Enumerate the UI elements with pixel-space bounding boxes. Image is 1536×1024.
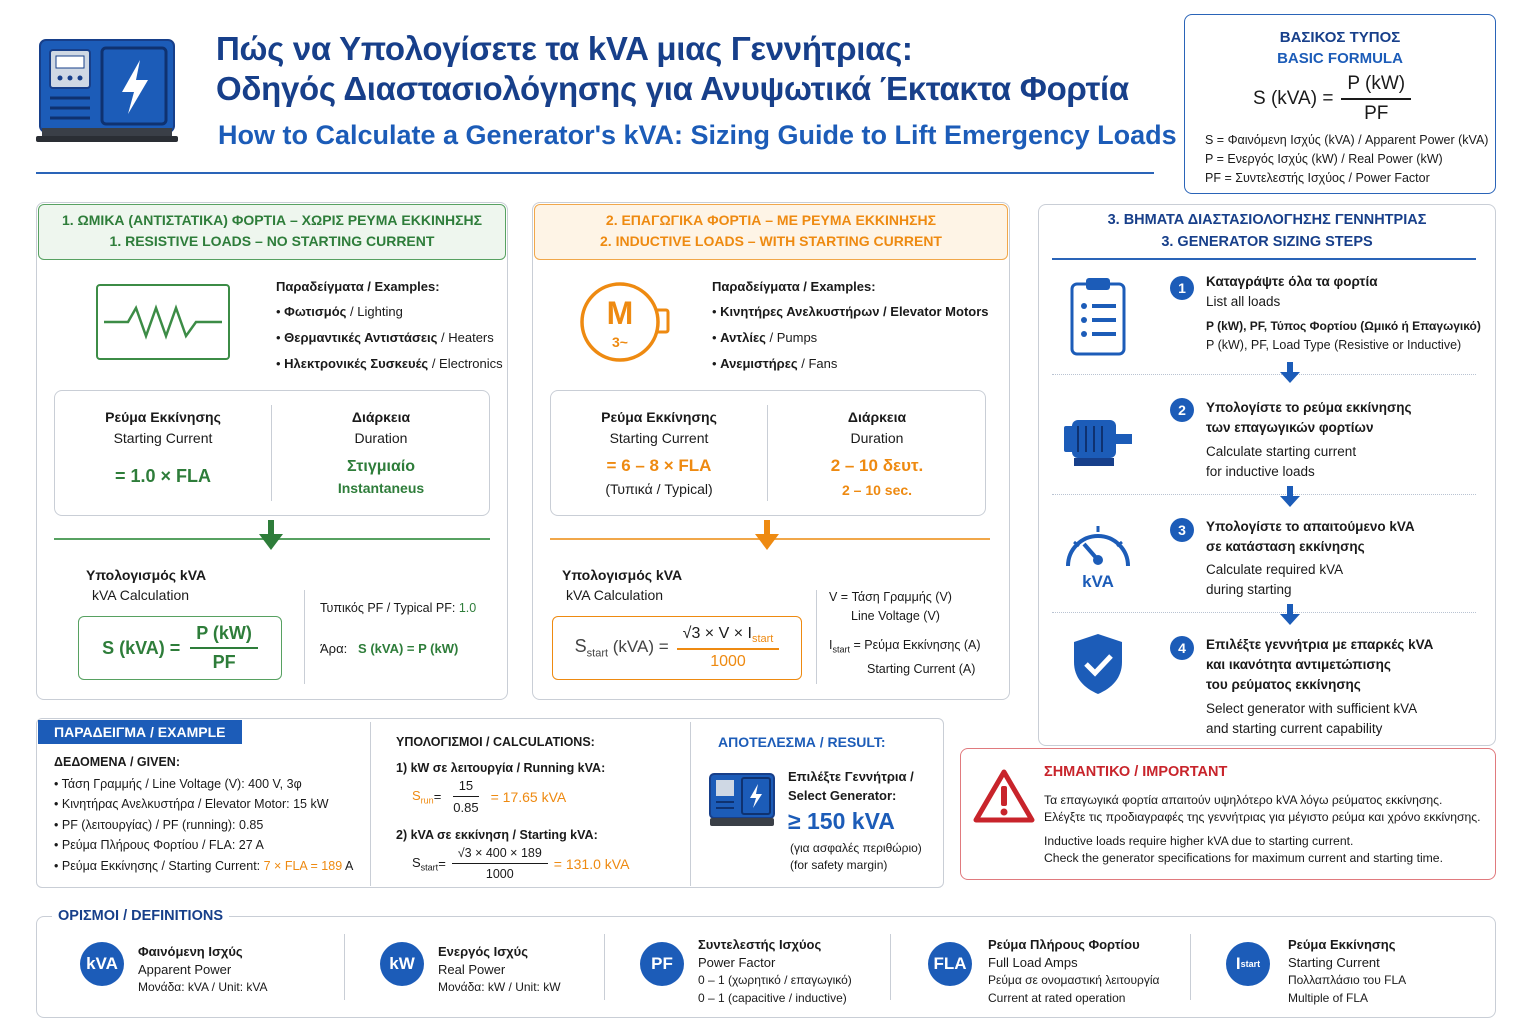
step-title: σε κατάσταση εκκίνησης bbox=[1206, 539, 1365, 554]
pf-definition-icon: PF bbox=[640, 942, 684, 986]
step-number: 3 bbox=[1170, 518, 1194, 542]
formula-title-el: ΒΑΣΙΚΟΣ ΤΥΠΟΣ bbox=[1279, 29, 1401, 46]
section2-formula-box: $S_{start}$ (kVA) = $\frac{√3 \times V \times I_{start}}{1000}$ bbox=[552, 616, 802, 680]
step-text: Calculate starting current bbox=[1206, 444, 1357, 459]
step-title: Επιλέξτε γεννήτρια με επαρκές kVA bbox=[1206, 637, 1434, 652]
section1-calc-el: Υπολογισμός kVA bbox=[86, 567, 207, 583]
formula-def-pf: PF = Συντελεστής Ισχύος / Power Factor bbox=[1205, 171, 1430, 185]
divider bbox=[816, 590, 817, 684]
given-list bbox=[54, 774, 353, 876]
divider bbox=[344, 934, 345, 1000]
calc2-formula: $S_{start}$ = $\frac{√3 \times 400 \times 189}{1000}$ = 131.0 kVA bbox=[412, 846, 630, 881]
section1-duration-value-el: Στιγμιαίο bbox=[346, 458, 416, 475]
definitions-title: ΟΡΙΣΜΟΙ / DEFINITIONS bbox=[52, 908, 229, 924]
important-title: ΣΗΜΑΝΤΙΚΟ / IMPORTANT bbox=[1044, 764, 1228, 780]
calc-label: ΥΠΟΛΟΓΙΣΜΟΙ / CALCULATIONS: bbox=[396, 735, 595, 749]
list-item: • Αντλίες / Pumps bbox=[712, 325, 989, 351]
section3-title-en: 3. GENERATOR SIZING STEPS bbox=[1161, 234, 1373, 250]
divider bbox=[1052, 494, 1476, 495]
step-title: και ικανότητα αντιμετώπισης bbox=[1206, 657, 1391, 672]
important-line: Ελέγξτε τις προδιαγραφές της γεννήτριας για μέγιστο ρεύμα και χρόνο εκκίνησης. bbox=[1044, 810, 1481, 824]
section2-title-el: 2. ΕΠΑΓΩΓΙΚΑ ΦΟΡΤΙΑ – ΜΕ ΡΕΥΜΑ ΕΚΚΙΝΗΣΗΣ bbox=[605, 212, 937, 228]
motor-letter: M bbox=[606, 295, 634, 331]
divider bbox=[1052, 374, 1476, 375]
formula-num: P (kW) bbox=[1341, 73, 1411, 100]
header-divider bbox=[36, 172, 1154, 174]
step-number: 4 bbox=[1170, 636, 1194, 660]
list-item: • Ηλεκτρονικές Συσκευές / Electronics bbox=[276, 351, 503, 377]
calc1-formula: $S_{run}$ = $\frac{15}{0.85}$ = 17.65 kVA bbox=[412, 778, 567, 815]
divider bbox=[604, 934, 605, 1000]
divider bbox=[1190, 934, 1191, 1000]
section1-header bbox=[38, 204, 506, 260]
warning-icon bbox=[972, 768, 1036, 829]
fla-definition-icon: FLA bbox=[928, 942, 972, 986]
list-item: • Κινητήρες Ανελκυστήρων / Elevator Motors bbox=[712, 299, 989, 325]
step-title: Υπολογίστε το ρεύμα εκκίνησης bbox=[1206, 400, 1412, 415]
basic-formula-box bbox=[1184, 14, 1496, 194]
section2-start-value: = 6 – 8 × FLA bbox=[606, 456, 712, 475]
section2-examples-label: Παραδείγματα / Examples: bbox=[712, 279, 876, 294]
section1-start-label-en: Starting Current bbox=[113, 430, 213, 446]
section1-duration-value-en: Instantaneus bbox=[337, 480, 425, 496]
step-number: 2 bbox=[1170, 398, 1194, 422]
section2-current-box bbox=[550, 390, 986, 516]
resistor-icon bbox=[96, 284, 230, 360]
kva-definition-icon: kVA bbox=[80, 942, 124, 986]
important-line: Inductive loads require higher kVA due to starting current. bbox=[1044, 834, 1354, 848]
clipboard-icon bbox=[1070, 276, 1126, 361]
definition-text: Power Factor bbox=[698, 955, 776, 970]
section2-duration-value-el: 2 – 10 δευτ. bbox=[830, 456, 924, 475]
arrow-down-icon bbox=[1280, 362, 1300, 389]
definition-text: 0 – 1 (χωρητικό / επαγωγικό) bbox=[698, 973, 852, 987]
section1-start-value: = 1.0 × FLA bbox=[114, 466, 212, 486]
definition-text: 0 – 1 (capacitive / inductive) bbox=[698, 991, 847, 1005]
list-item: • Ρεύμα Εκκίνησης / Starting Current: 7 × FLA = 189 A bbox=[54, 858, 354, 873]
divider bbox=[690, 722, 691, 886]
arrow-down-icon bbox=[258, 520, 284, 557]
generator-icon bbox=[708, 770, 776, 833]
definition-text: Πολλαπλάσιο του FLA bbox=[1288, 973, 1407, 987]
list-item: • Ρεύμα Πλήρους Φορτίου / FLA: 27 A bbox=[54, 838, 264, 853]
formula-title-en: BASIC FORMULA bbox=[1277, 50, 1403, 67]
section1-examples-list bbox=[276, 299, 503, 377]
example-tag: ΠΑΡΑΔΕΙΓΜΑ / EXAMPLE bbox=[38, 720, 242, 744]
section1-ara: Άρα: S (kVA) = P (kW) bbox=[320, 641, 459, 656]
section2-header bbox=[534, 204, 1008, 260]
istart-definition-icon: I start bbox=[1226, 942, 1270, 986]
step-title: Καταγράψτε όλα τα φορτία bbox=[1206, 274, 1378, 289]
list-item: • Θερμαντικές Αντιστάσεις / Heaters bbox=[276, 325, 503, 351]
basic-formula bbox=[1253, 73, 1411, 125]
page-title-en: How to Calculate a Generator's kVA: Sizing Guide to Lift Emergency Loads bbox=[218, 120, 1177, 150]
section1-title-el: 1. ΩΜΙΚΑ (ΑΝΤΙΣΤΑΤΙΚΑ) ΦΟΡΤΙΑ – ΧΩΡΙΣ ΡΕΥΜΑ ΕΚΚΙΝΗΣΗΣ bbox=[61, 212, 483, 228]
gauge-kva-label: kVA bbox=[1082, 572, 1114, 591]
step-text: List all loads bbox=[1206, 294, 1281, 309]
page-title-el-1: Πώς να Υπολογίσετε τα kVA μιας Γεννήτριας: bbox=[216, 30, 913, 67]
list-item: • Φωτισμός / Lighting bbox=[276, 299, 503, 325]
definition-title: Φαινόμενη Ισχύς bbox=[138, 944, 243, 959]
kw-definition-icon: kW bbox=[380, 942, 424, 986]
section1-duration-label-en: Duration bbox=[354, 430, 408, 446]
definition-text: Real Power bbox=[438, 962, 506, 977]
definition-text: Current at rated operation bbox=[988, 991, 1126, 1005]
section2-duration-label-el: Διάρκεια bbox=[847, 409, 907, 425]
definition-text: Multiple of FLA bbox=[1288, 991, 1369, 1005]
section1-current-box bbox=[54, 390, 490, 516]
result-label: ΑΠΟΤΕΛΕΣΜΑ / RESULT: bbox=[718, 734, 886, 750]
definition-text: Ρεύμα σε ονομαστική λειτουργία bbox=[988, 973, 1160, 987]
step-number: 1 bbox=[1170, 276, 1194, 300]
step-text: for inductive loads bbox=[1206, 464, 1315, 479]
result-value: ≥ 150 kVA bbox=[788, 808, 895, 834]
divider bbox=[1052, 258, 1476, 260]
step-text: Calculate required kVA bbox=[1206, 562, 1344, 577]
result-select-1: Επιλέξτε Γεννήτρια / bbox=[788, 769, 914, 784]
important-line: Check the generator specifications for maximum current and starting time. bbox=[1044, 851, 1443, 865]
calc2-label: 2) kVA σε εκκίνηση / Starting kVA: bbox=[396, 828, 598, 842]
step-text: and starting current capability bbox=[1206, 721, 1383, 736]
formula-den: PF bbox=[1364, 103, 1389, 124]
list-item: • Τάση Γραμμής / Line Voltage (V): 400 V, 3φ bbox=[54, 777, 302, 791]
formula-lhs: S (kVA) = bbox=[1253, 88, 1334, 109]
section2-v-def: V = Τάση Γραμμής (V) Line Voltage (V) bbox=[829, 590, 952, 623]
generator-logo-icon bbox=[36, 36, 178, 146]
arrow-down-icon bbox=[1280, 604, 1300, 631]
motor-sub: 3~ bbox=[612, 334, 628, 350]
section2-duration-value-en: 2 – 10 sec. bbox=[841, 482, 913, 498]
section1-duration-label-el: Διάρκεια bbox=[351, 409, 411, 425]
section2-i-def: $I_{start} = P\varepsilon ύ\mu\alpha$ Εκκίνησης (A) Starting Current (A) bbox=[829, 638, 981, 676]
section1-calc-en: kVA Calculation bbox=[92, 587, 190, 603]
list-item: • Κινητήρας Ανελκυστήρα / Elevator Motor: 15 kW bbox=[54, 797, 329, 812]
definition-text: Apparent Power bbox=[138, 962, 232, 977]
divider bbox=[304, 590, 305, 684]
formula-def-s: S = Φαινόμενη Ισχύς (kVA) / Apparent Power (kVA) bbox=[1205, 133, 1489, 147]
divider bbox=[890, 934, 891, 1000]
definition-text: Μονάδα: kVA / Unit: kVA bbox=[138, 980, 268, 994]
gauge-icon bbox=[1062, 520, 1134, 592]
section2-duration-label-en: Duration bbox=[850, 430, 904, 446]
definition-title: Ρεύμα Εκκίνησης bbox=[1288, 937, 1396, 952]
section1-start-label-el: Ρεύμα Εκκίνησης bbox=[105, 409, 221, 425]
motor-icon bbox=[1062, 412, 1134, 475]
divider bbox=[370, 722, 371, 886]
definition-text: Starting Current bbox=[1288, 955, 1380, 970]
section2-start-label-el: Ρεύμα Εκκίνησης bbox=[601, 409, 717, 425]
definition-text: Full Load Amps bbox=[988, 955, 1078, 970]
important-line: Τα επαγωγικά φορτία απαιτούν υψηλότερο kVA λόγω ρεύματος εκκίνησης. bbox=[1044, 793, 1443, 807]
step-extra: P (kW), PF, Τύπος Φορτίου (Ωμικό ή Επαγωγικό) bbox=[1206, 319, 1481, 333]
step-title: του ρεύματος εκκίνησης bbox=[1206, 677, 1361, 692]
list-item: • PF (λειτουργίας) / PF (running): 0.85 bbox=[54, 817, 264, 832]
divider bbox=[1052, 612, 1476, 613]
result-select-2: Select Generator: bbox=[788, 788, 897, 803]
shield-check-icon bbox=[1070, 632, 1126, 701]
section2-examples-list bbox=[712, 299, 989, 377]
definition-text: Μονάδα: kW / Unit: kW bbox=[438, 980, 561, 994]
section1-formula-box: S (kVA) = $\frac{P (kW)}{PF}$ bbox=[78, 616, 282, 680]
given-label: ΔΕΔΟΜΕΝΑ / GIVEN: bbox=[54, 755, 180, 769]
step-text: Select generator with sufficient kVA bbox=[1206, 701, 1418, 716]
step-text: during starting bbox=[1206, 582, 1292, 597]
section2-start-note: (Τυπικά / Typical) bbox=[605, 481, 713, 497]
section3-title-el: 3. ΒΗΜΑΤΑ ΔΙΑΣΤΑΣΙΟΛΟΓΗΣΗΣ ΓΕΝΝΗΤΡΙΑΣ bbox=[1107, 212, 1427, 228]
arrow-down-icon bbox=[754, 520, 780, 557]
motor-icon bbox=[578, 280, 674, 366]
result-note-2: (for safety margin) bbox=[790, 858, 888, 872]
definition-title: Ρεύμα Πλήρους Φορτίου bbox=[988, 937, 1140, 952]
section2-title-en: 2. INDUCTIVE LOADS – WITH STARTING CURRENT bbox=[600, 233, 942, 249]
step-title: των επαγωγικών φορτίων bbox=[1206, 420, 1374, 435]
arrow-down-icon bbox=[1280, 486, 1300, 513]
section2-start-label-en: Starting Current bbox=[609, 430, 709, 446]
step-title: Υπολογίστε το απαιτούμενο kVA bbox=[1206, 519, 1415, 534]
step-extra: P (kW), PF, Load Type (Resistive or Inductive) bbox=[1206, 338, 1462, 352]
section2-calc-en: kVA Calculation bbox=[566, 587, 664, 603]
definition-title: Ενεργός Ισχύς bbox=[438, 944, 528, 959]
calc1-label: 1) kW σε λειτουργία / Running kVA: bbox=[396, 761, 606, 775]
formula-def-p: P = Ενεργός Ισχύς (kW) / Real Power (kW) bbox=[1205, 152, 1443, 166]
result-note-1: (για ασφαλές περιθώριο) bbox=[790, 841, 922, 855]
definition-title: Συντελεστής Ισχύος bbox=[698, 937, 822, 952]
section1-title-en: 1. RESISTIVE LOADS – NO STARTING CURRENT bbox=[109, 233, 435, 249]
section2-calc-el: Υπολογισμός kVA bbox=[562, 567, 683, 583]
section1-examples-label: Παραδείγματα / Examples: bbox=[276, 279, 440, 294]
page-title-el-2: Οδηγός Διαστασιολόγησης για Ανυψωτικά Έκτακτα Φορτία bbox=[216, 70, 1129, 107]
section1-typical-pf: Τυπικός PF / Typical PF: 1.0 bbox=[320, 601, 477, 615]
list-item: • Ανεμιστήρες / Fans bbox=[712, 351, 989, 377]
